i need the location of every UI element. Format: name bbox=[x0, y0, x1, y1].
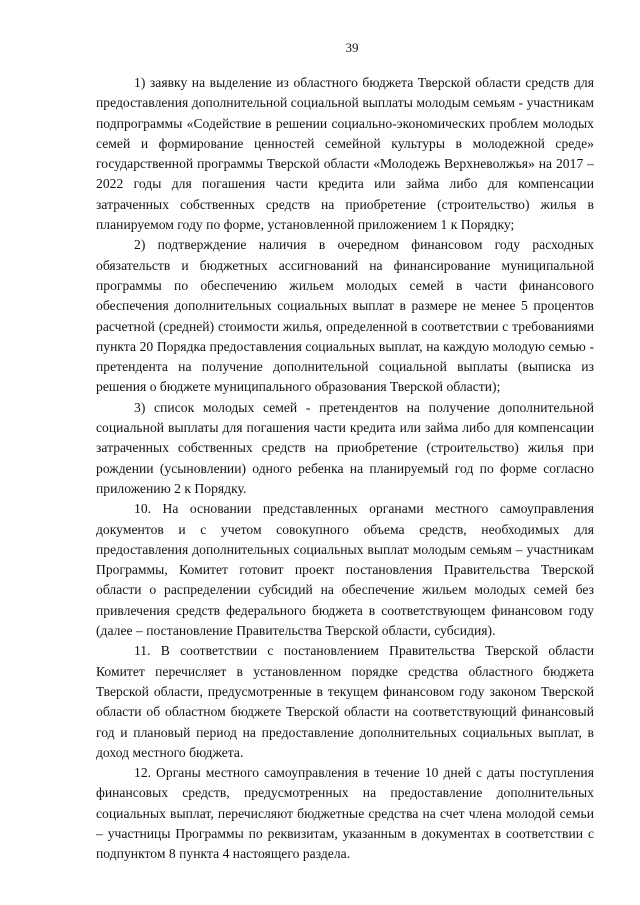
paragraph-11: 11. В соответствии с постановлением Правительства Тверской области Комитет перечисляет в установленном порядке средства областного бюджета Тверской области, предусмотренные в текущем финансовом году законом Тверской области об областном бюджете Тверской области на соответствующий финансовый год и плановый период на предоставление дополнительных социальных выплат, в доход местного бюджета. bbox=[96, 643, 594, 760]
paragraph-item-2: 2) подтверждение наличия в очередном финансовом году расходных обязательств и бюджетных ассигнований на финансирование муниципальной программы по обеспечению жильем молодых семей в части финансового обеспечения дополнительных социальных выплат в размере не менее 5 процентов расчетной (средней) стоимости жилья, определенной в соответствии с требованиями пункта 20 Порядка предоставления социальных выплат, на каждую молодую семью - претендента на получение дополнительной социальной выплаты (выписка из решения о бюджете муниципального образования Тверской области); bbox=[96, 237, 594, 395]
page-number: 39 bbox=[345, 40, 359, 55]
paragraph-12: 12. Органы местного самоуправления в течение 10 дней с даты поступления финансовых средств, предусмотренных на предоставление дополнительных социальных выплат, перечисляют бюджетные средства на счет члена молодой семьи – участницы Программы по реквизитам, указанным в документах в соответствии с подпунктом 8 пункта 4 настоящего раздела. bbox=[96, 765, 594, 862]
paragraph-item-3: 3) список молодых семей - претендентов на получение дополнительной социальной выплаты для погашения части кредита или займа либо для компенсации затраченных собственных средств на приобретение (строительство) жилья при рождении (усыновлении) одного ребенка на планируемый год по форме согласно приложению 2 к Порядку. bbox=[96, 399, 594, 496]
paragraph-10: 10. На основании представленных органами местного самоуправления документов и с учетом совокупного объема средств, необходимых для предоставления дополнительных социальных выплат молодым семьям – участникам Программы, Комитет готовит проект постановления Правительства Тверской области о распределении субсидий на обеспечение жильем молодых семей без привлечения средств федерального бюджета в соответствующем финансовом году (далее – постановление Правительства Тверской области, субсидия). bbox=[96, 501, 594, 639]
paragraph-item-1: 1) заявку на выделение из областного бюджета Тверской области средств для предоставления дополнительной социальной выплаты молодым семьям - участникам подпрограммы «Содействие в решении социально-экономических проблем молодых семей и формирование ценностей семейной культуры в молодежной среде» государственной программы Тверской области «Молодежь Верхневолжья» на 2017 – 2022 годы для погашения части кредита или займа либо для компенсации затраченных собственных средств на приобретение (строительство) жилья в планируемом году по форме, установленной приложением 1 к Порядку; bbox=[96, 75, 594, 233]
